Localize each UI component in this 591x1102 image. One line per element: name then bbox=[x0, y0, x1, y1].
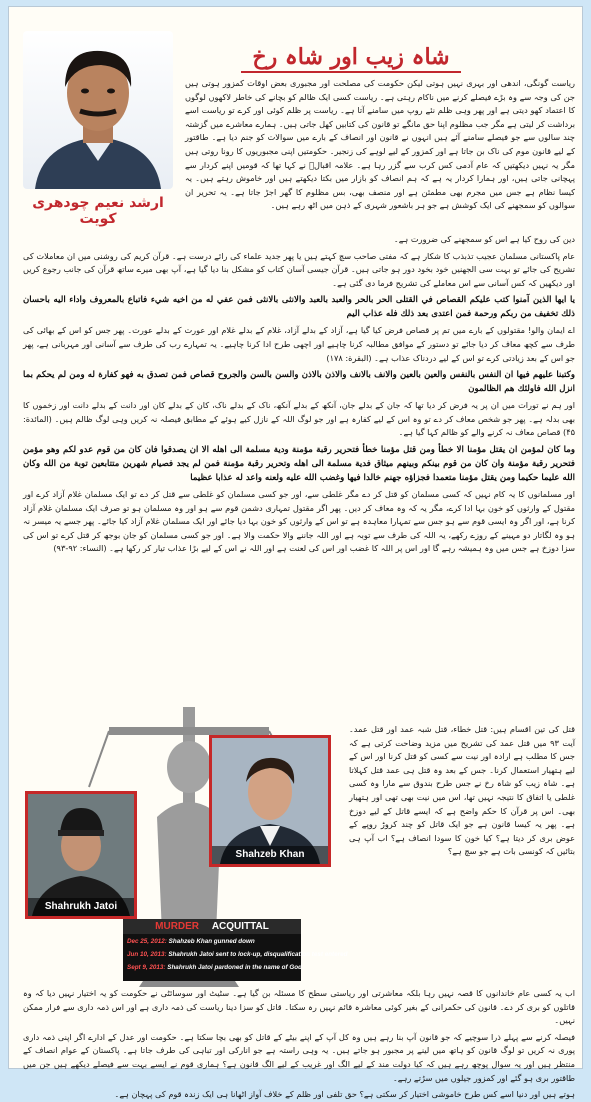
paragraph: ہوتے ہیں اور دنیا اسے کس طرح خاموشی اختیار کر سکتی ہے؟ حق تلفی اور ظلم کے خلاف آواز اٹھانا ہی ایک زندہ قوم کی پہچان ہے۔ bbox=[114, 1089, 575, 1100]
article-body-bottom bbox=[23, 987, 575, 1100]
shahrukh-caption: Shahrukh Jatoi bbox=[28, 898, 134, 916]
intro-text bbox=[185, 77, 575, 216]
paragraph: اب یہ کسی عام خاندانوں کا قصہ نہیں رہا بلکہ معاشرتی اور ریاستی سطح کا مسئلہ بن گیا ہے۔ سٹیٹ اور سوسائٹی نے حکومت کو یہ اختیار نہیں دیا کہ وہ قاتلوں کو بری کر دے۔ قانون کی حکمرانی کے بغیر کوئی معاشرہ قائم نہیں رہ سکتا۔ قاتل کو سزا دینا ریاست کی ذمہ داری ہے اور اس ذمہ داری سے فرار ممکن نہیں۔ bbox=[23, 988, 575, 1026]
paragraph: قتل کی تین اقسام ہیں: قتل خطاء، قتل شبہ عمد اور قتل عمد۔ آیت ۹۳ میں قتل عمد کی تشریح میں مزید وضاحت کرتی ہے کہ جس کا مطلب ہے ارادہ اور نیت سے کسی کو قتل کرنا اور اس کے لیے ہتھیار استعمال کرنا۔ جس کے بعد وہ قتل ہی عمد قتل کہلاتا ہے۔ شاہ زیب کو شاہ رخ نے جس طرح بندوق سے مارا وہ کسی غلطی یا اتفاق کا نتیجہ نہیں تھا، اس میں نیت بھی تھی اور ہتھیار بھی۔ اس پر قرآن کا حکم واضح ہے کہ ایسے قاتل کے لیے دوزخ ہے۔ پھر یہ کیسا قانون ہے جو ایک قاتل کو چند کروڑ روپے کے عوض بری کر دیتا ہے؟ کیا خون کا سودا انصاف ہے؟ اب آپ ہی بتائیں کہ کونسی بات ہے جو سچ ہے؟ bbox=[349, 724, 575, 857]
timeline-row: Dec 25, 2012: Shahzeb Khan gunned down bbox=[127, 938, 255, 945]
paragraph: فیصلہ کرنے سے پہلے ذرا سوچیے کہ جو قانون آپ بنا رہے ہیں وہ کل آپ کے اپنے بیٹے کے قاتل کو بھی بچا سکتا ہے۔ حکومت اور عدل کے ادارے اگر اپنی ذمہ داری پوری نہ کریں تو لوگ قانون کو ہاتھ میں لینے پر مجبور ہو جاتے ہیں۔ یہ وہی راستہ ہے جو انارکی اور تباہی کی طرف جاتا ہے۔ پاکستان کے عوام انصاف کے منتظر ہیں اور یہ سوال پوچھ رہے ہیں کہ کیا دولت مند کے لیے الگ اور غریب کے لیے الگ قانون ہے؟ ہماری قوم نے ایسے بہت سے فیصلے دیکھے ہیں جن میں طاقتور بری ہو گئے اور کمزور جیلوں میں سڑتے رہے۔ bbox=[23, 1031, 575, 1083]
translation-maidah: اور ہم نے تورات میں ان پر یہ فرض کر دیا تھا کہ جان کے بدلے جان، آنکھ کے بدلے آنکھ، ناک کے بدلے ناک، کان کے بدلے کان اور دانت کے بدلے دانت اور زخموں کا بھی بدلہ ہے۔ پھر جو شخص معاف کر دے تو وہ اس کے لیے کفارہ ہے اور جو لوگ اللہ کے نازل کیے ہوئے کے مطابق فیصلہ نہ کریں وہی لوگ ظالم ہیں۔ (المائدة: ۴۵) قصاص معاف نہ کرنے والے کو ظالم کہا گیا ہے۔ bbox=[23, 400, 575, 438]
author-portrait bbox=[23, 31, 173, 189]
newspaper-page bbox=[8, 6, 583, 1100]
quran-verse-maidah: وكتبنا عليهم فيها ان النفس بالنفس والعين بالعين والانف بالانف والاذن بالاذن والسن بالسن والجروح قصاص فمن تصدق به فهو كفارة له ومن لم يحكم بما انزل الله فاولئك هم الظالمون bbox=[23, 370, 575, 395]
banner-murder: MURDER bbox=[155, 921, 200, 932]
banner-acquittal: ACQUITTAL bbox=[211, 921, 269, 932]
title-underline bbox=[241, 71, 461, 73]
article-body-top bbox=[23, 233, 575, 556]
translation-nisa: اور مسلمانوں کا یہ کام نہیں کہ کسی مسلمان کو قتل کر دے مگر غلطی سے، اور جو کسی مسلمان کو غلطی سے قتل کر دے تو ایک مسلمان غلام آزاد کرے اور مقتول کے وارثوں کو خون بہا ادا کرے، مگر یہ کہ وہ معاف کر دیں۔ پھر اگر مقتول تمہاری دشمن قوم سے ہو اور وہ مسلمان ہو تو صرف ایک مسلمان غلام آزاد کرنا ہے، اور اگر وہ ایسی قوم سے ہو جس سے تمہارا معاہدہ ہے تو اس کے وارثوں کو خون بہا دیا جائے اور ایک مسلمان غلام آزاد کیا جائے۔ پھر جسے یہ میسر نہ ہو وہ لگاتار دو مہینے کے روزے رکھے، یہ اللہ کی طرف سے توبہ ہے اور اللہ جاننے والا حکمت والا ہے۔ اور جو کسی مسلمان کو جان بوجھ کر قتل کرے تو اس کی سزا دوزخ ہے جس میں وہ ہمیشہ رہے گا اور اس پر اللہ کا غضب اور اس کی لعنت ہے اور اللہ نے اس کے لیے بڑا عذاب تیار کر رکھا ہے۔ (النساء: ۹۲-۹۳) bbox=[23, 488, 575, 554]
column-right bbox=[349, 723, 575, 983]
shahzeb-photo bbox=[209, 735, 331, 867]
banner-heading bbox=[123, 919, 301, 934]
shahrukh-photo bbox=[25, 791, 137, 919]
translation-baqarah: اے ایمان والو! مقتولوں کے بارے میں تم پر قصاص فرض کیا گیا ہے، آزاد کے بدلے آزاد، غلام کے بدلے غلام اور عورت کے بدلے عورت۔ پھر جس کو اس کے بھائی کی طرف سے کچھ معاف کر دیا جائے تو دستور کے موافق مطالبہ کرنا چاہیے اور اچھی طرح ادا کرنا چاہیے۔ یہ تمہارے رب کی طرف سے آسانی اور مہربانی ہے، پھر جو اس کے بعد زیادتی کرے تو اس کے لیے دردناک عذاب ہے۔ (البقرة: ۱۷۸) bbox=[23, 325, 575, 363]
quran-verse-nisa: وما كان لمؤمن ان يقتل مؤمنا الا خطأ ومن قتل مؤمنا خطأ فتحرير رقبة مؤمنة ودية مسلمة الى اهله الا ان يصدقوا فان كان من قوم عدو لكم وهو مؤمن فتحرير رقبة مؤمنة وان كان من قوم بينكم وبينهم ميثاق فدية مسلمة الى اهله وتحرير رقبة مؤمنة فمن لم يجد فصيام شهرين متتابعين توبة من الله وكان الله عليما حكيما ومن يقتل مؤمنا متعمدا فجزاؤه جهنم خالدا فيها وغضب الله عليه ولعنه واعد له عذابا عظيما bbox=[23, 444, 575, 483]
paragraph: عام پاکستانی مسلمان عجیب تذبذب کا شکار ہے کہ مفتی صاحب سچ کہتے ہیں یا پھر جدید علماء کی رائے درست ہے۔ قرآن کریم کی روشنی میں ان معاملات کی تشریح کی جائے تو بہت سی الجھنیں خود بخود دور ہو جاتی ہیں۔ قرآن جیسی آسان کتاب کو مشکل بنا دیا گیا ہے، آپ بھی میرے ساتھ قرآن کی جانب رجوع کریں اور دیکھیں کہ کس آسانی سے اس معاملے کی تشریح فرما دی گئی ہے۔ bbox=[23, 250, 575, 288]
paragraph: دین کی روح کیا ہے اس کو سمجھنے کی ضرورت ہے۔ bbox=[393, 234, 575, 244]
article-title: شاہ زیب اور شاہ رخ bbox=[252, 44, 450, 70]
timeline-row: Sept 9, 2013: Shahrukh Jatoi pardoned in the name of God bbox=[127, 964, 302, 971]
author-name: ارشد نعیم چودھری کویت bbox=[32, 195, 164, 227]
timeline-row: Jun 10, 2013: Shahrukh Jatoi sent to lock-up, disqualification test entered bbox=[127, 951, 348, 958]
paragraph: ریاست گونگی، اندھی اور بہری نہیں ہوتی لیکن حکومت کی مصلحت اور مجبوری بعض اوقات کمزور ہوتی ہیں جن کی وجہ سے وہ بڑے فیصلے کرنے میں ناکام رہتی ہے۔ ریاست کسی ایک ظالم کو بچانے کی خاطر لاکھوں لوگوں کا اعتماد کھو دیتی ہے اور پھر وہی ظلم نئے روپ میں سامنے آتا ہے۔ ریاست پر ظلم کوئی اور کرے تو ریاست اسے برداشت کر لیتی ہے مگر جب مظلوم اپنا حق مانگے تو قانون کی کتابیں کھل جاتی ہیں۔ ہمارے معاشرے میں گزشتہ چند سالوں سے جو فیصلے سامنے آئے ہیں انہوں نے قانون اور انصاف کے بارے میں سوالات کو جنم دیا ہے۔ طاقتور کے لیے قانون موم کی ناک بن جاتا ہے اور کمزور کے لیے لوہے کی زنجیر۔ حکومتیں اپنی مجبوریوں کا رونا روتی ہیں مگر یہ نہیں دیکھتیں کہ عام آدمی کس کرب سے گزر رہا ہے۔ علامہ اقبالؒ نے کہا تھا کہ قومیں اپنے کردار سے پہچانی جاتی ہیں، اور ہمارا کردار یہ ہے کہ ہم انصاف کو بازار میں بکتا دیکھتے ہیں اور خاموش رہتے ہیں۔ یہ کیسا نظام ہے جس میں مجرم بھی مطمئن ہے اور منصف بھی، بس مظلوم کا گھر اجڑ جاتا ہے۔ یہ تحریر ان سوالوں کو سمجھنے کی ایک کوشش ہے جو ہر باشعور شہری کے ذہن میں اٹھ رہے ہیں۔ bbox=[185, 78, 575, 211]
timeline-banner bbox=[123, 919, 348, 981]
quran-verse-baqarah: يا ايها الذين آمنوا كتب عليكم القصاص في القتلى الحر بالحر والعبد بالعبد والانثى بالانثى فمن عفي له من اخيه شيء فاتباع بالمعروف واداء اليه باحسان ذلك تخفيف من ربكم ورحمة فمن اعتدى بعد ذلك فله عذاب اليم bbox=[23, 295, 575, 320]
shahzeb-caption: Shahzeb Khan bbox=[212, 846, 328, 864]
